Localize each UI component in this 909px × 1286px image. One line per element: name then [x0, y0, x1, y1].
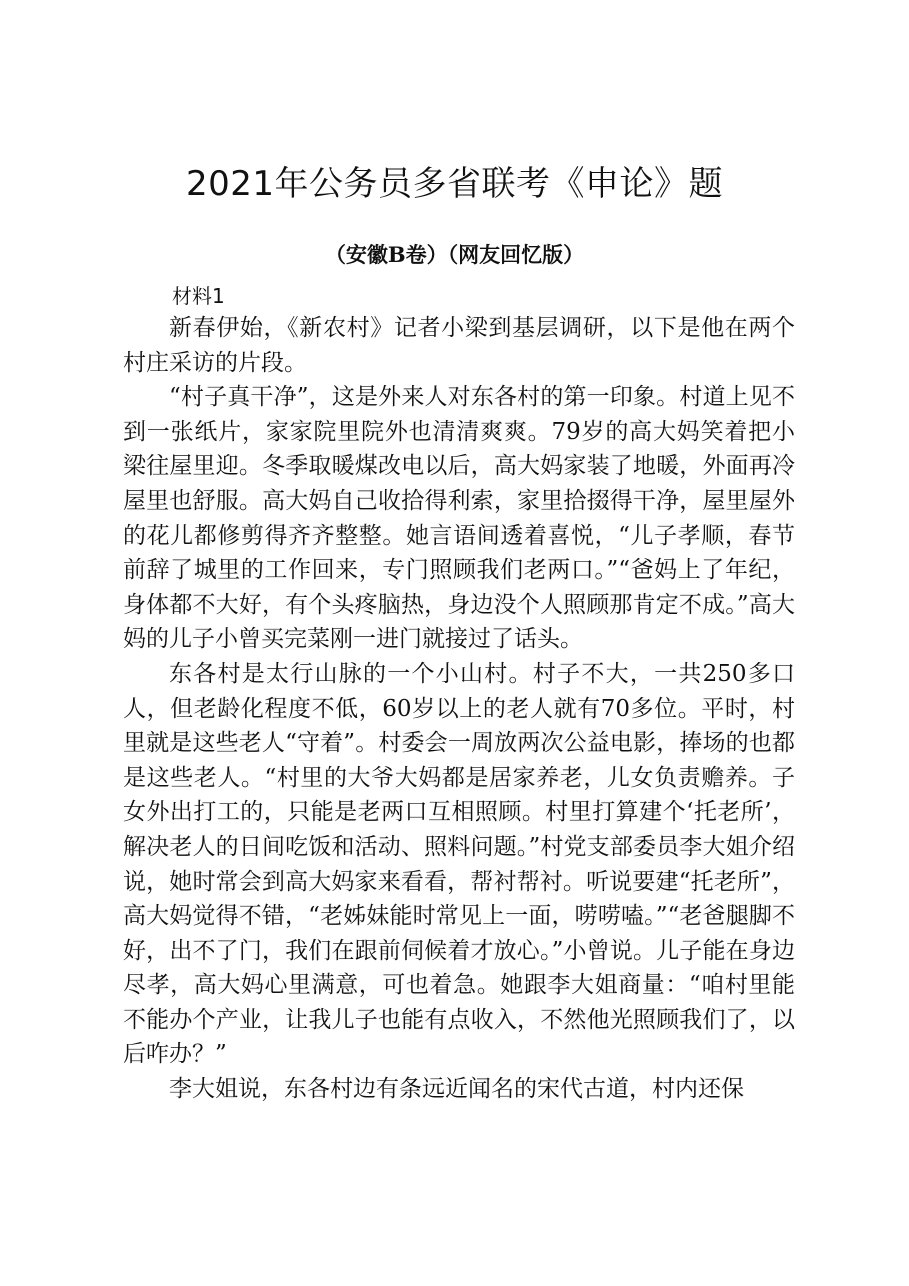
document-body: [123, 311, 795, 1107]
paragraph: 东各村是太行山脉的一个小山村。村子不大，一共250多口人，但老龄化程度不低，60岁以上的老人就有70多位。平时，村里就是这些老人“守着”。村委会一周放两次公益电影，捧场的也都是这些老人。“村里的大爷大妈都是居家养老，儿女负责赡养。子女外出打工的，只能是老两口互相照顾。村里打算建个‘托老所’，解决老人的日间吃饭和活动、照料问题。”村党支部委员李大姐介绍说，她时常会到高大妈家来看看，帮衬帮衬。听说要建“托老所”，高大妈觉得不错，“老姊妹能时常见上一面，唠唠嗑。”“老爸腿脚不好，出不了门，我们在跟前伺候着才放心。”小曾说。儿子能在身边尽孝，高大妈心里满意，可也着急。她跟李大姐商量：“咱村里能不能办个产业，让我儿子也能有点收入，不然他光照顾我们了，以后咋办？”: [123, 660, 795, 1068]
section-label: 材料1: [172, 284, 225, 308]
document-title: 2021年公务员多省联考《申论》题: [185, 164, 724, 204]
paragraph: 李大姐说，东各村边有条远近闻名的宋代古道，村内还保: [169, 1076, 744, 1103]
paragraph: 新春伊始，《新农村》记者小梁到基层调研，以下是他在两个村庄采访的片段。: [123, 315, 795, 376]
paragraph: “村子真干净”，这是外来人对东各村的第一印象。村道上见不到一张纸片，家家院里院外也清清爽爽。79岁的高大妈笑着把小梁往屋里迎。冬季取暖煤改电以后，高大妈家装了地暖，外面再冷屋里也舒服。高大妈自己收拾得利索，家里拾掇得干净，屋里屋外的花儿都修剪得齐齐整整。她言语间透着喜悦，“儿子孝顺，春节前辞了城里的工作回来，专门照顾我们老两口。”“爸妈上了年纪，身体都不大好，有个头疼脑热，身边没个人照顾那肯定不成。”高大妈的儿子小曾买完菜刚一进门就接过了话头。: [123, 384, 795, 653]
document-subtitle: （安徽B卷）（网友回忆版）: [324, 242, 585, 267]
